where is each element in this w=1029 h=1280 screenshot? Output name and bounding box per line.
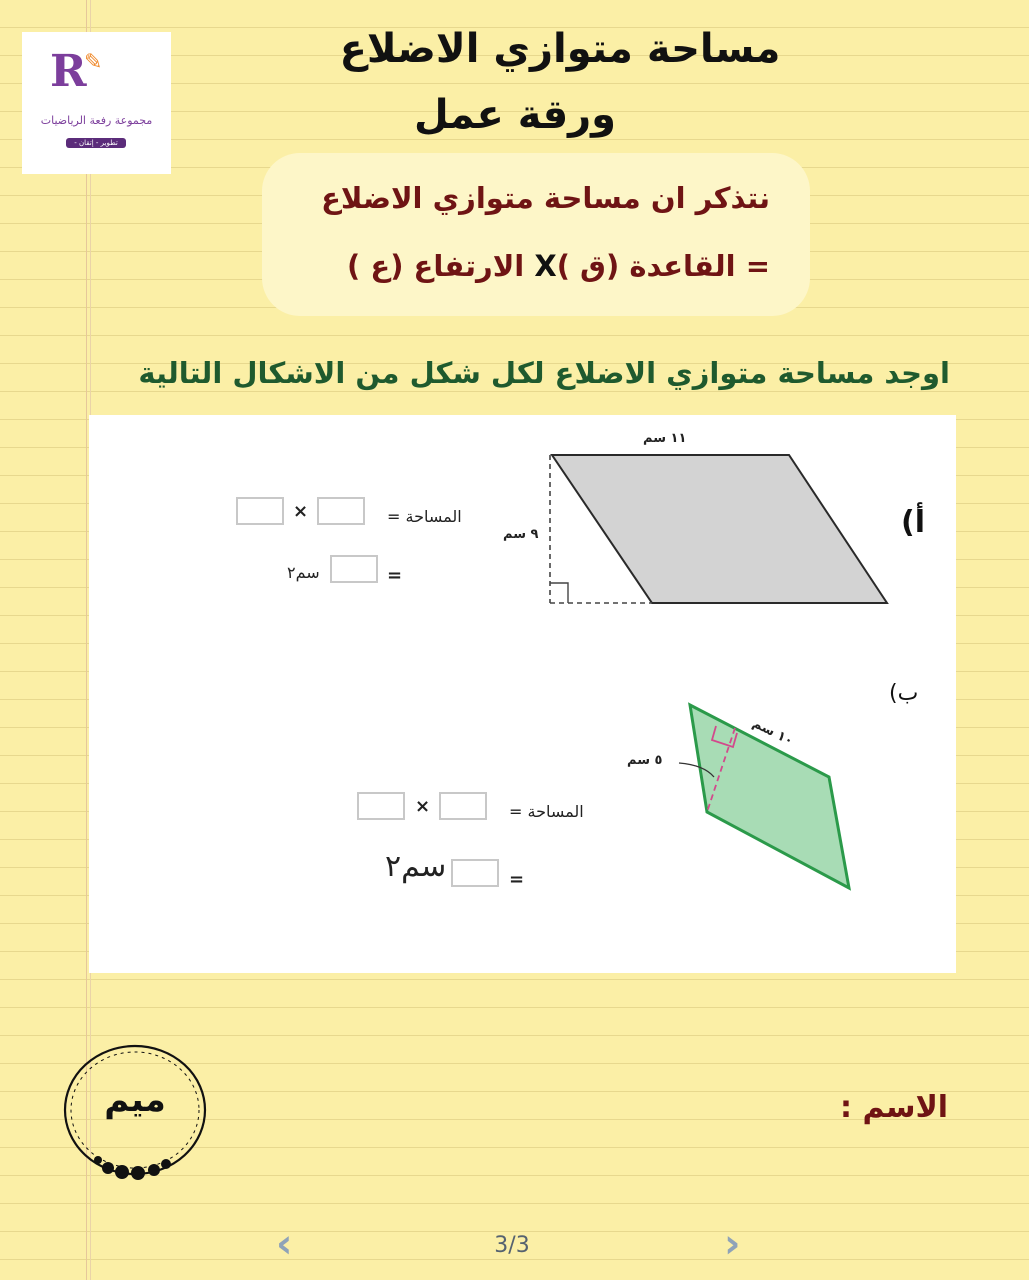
page-title: مساحة متوازي الاضلاع [339, 26, 781, 72]
logo [22, 32, 171, 174]
signature: ميم [104, 1080, 166, 1120]
page-indicator: 3/3 [494, 1233, 530, 1258]
answer-box-b-base[interactable] [357, 792, 405, 820]
chevron-left-icon[interactable]: ‹ [276, 1221, 293, 1267]
page-subtitle: ورقة عمل [413, 92, 617, 138]
answer-box-a-height[interactable] [317, 497, 365, 525]
base-label-a: ١١ سم [643, 431, 687, 446]
reminder-formula [282, 249, 770, 283]
reminder-line-1: نتذكر ان مساحة متوازي الاضلاع [321, 181, 770, 215]
book-icon: ✎ [84, 50, 103, 75]
instruction-text: اوجد مساحة متوازي الاضلاع لكل شكل من الاشكال التالية [138, 356, 950, 390]
equals-sign-b: = [509, 869, 525, 890]
reminder-box [262, 153, 810, 316]
unit-b: سم٢ [385, 849, 447, 884]
answer-box-a-result[interactable] [330, 555, 378, 583]
height-label-a: ٩ سم [503, 527, 539, 542]
unit-a: سم٢ [287, 563, 320, 582]
formula-base: = القاعدة (ق ) [556, 249, 770, 283]
exercise-panel [89, 415, 956, 973]
right-angle-mark-a [550, 583, 568, 603]
base-label-b: ١٠ سم [749, 715, 796, 750]
exercise-b-marker: ب) [889, 681, 919, 706]
exercise-a-marker: أ) [901, 505, 925, 540]
logo-tagline: تطوير - إتقان - تواصل [66, 138, 126, 148]
answer-box-b-result[interactable] [451, 859, 499, 887]
area-label-b: المساحة = [509, 802, 584, 821]
parallelogram-a [552, 455, 887, 603]
name-label: الاسم : [840, 1090, 949, 1125]
height-label-b: ٥ سم [627, 753, 663, 768]
formula-operator: X [534, 249, 557, 283]
times-sign-a: × [293, 501, 309, 522]
answer-box-b-height[interactable] [439, 792, 487, 820]
area-label-a: المساحة = [387, 507, 462, 526]
logo-caption: مجموعة رفعة الرياضيات [40, 114, 153, 127]
logo-letter: R [50, 46, 87, 97]
chevron-right-icon[interactable]: › [724, 1221, 741, 1267]
equals-sign-a: = [387, 565, 403, 586]
formula-height: الارتفاع (ع ) [347, 249, 535, 283]
answer-box-a-base[interactable] [236, 497, 284, 525]
times-sign-b: × [415, 796, 431, 817]
